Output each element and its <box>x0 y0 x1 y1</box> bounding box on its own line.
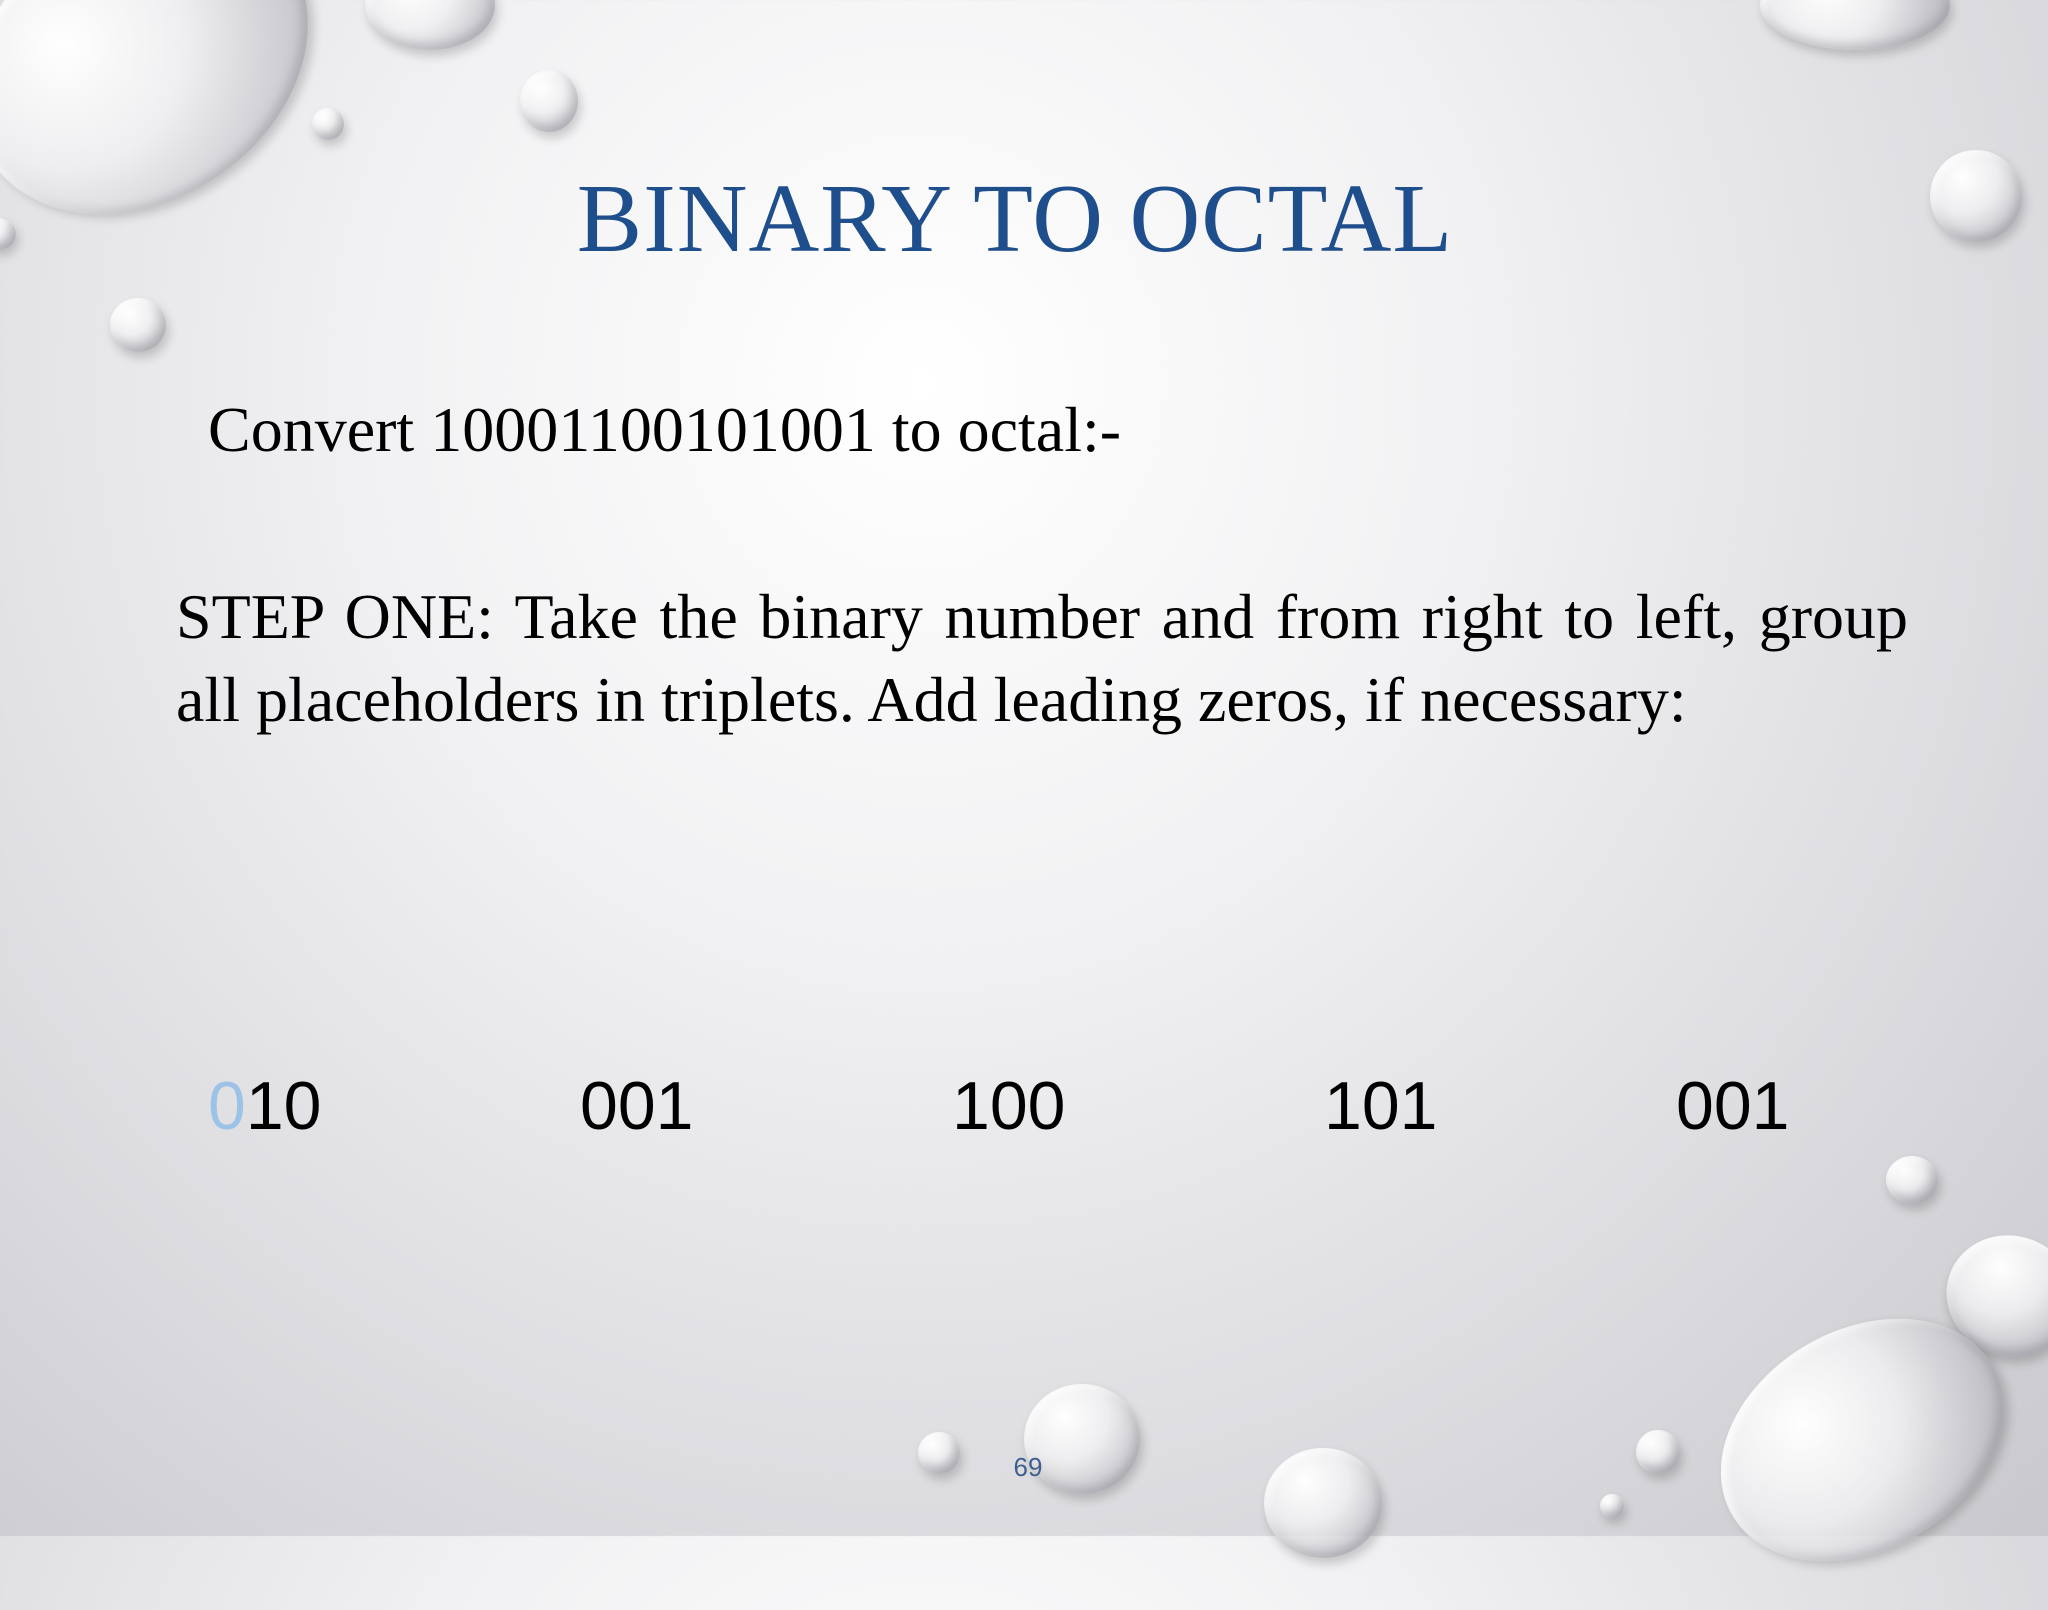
binary-group-3: 100 <box>952 1068 1066 1144</box>
leading-zero: 0 <box>208 1068 246 1144</box>
water-drop-decoration <box>1886 1156 1938 1204</box>
binary-group-1 <box>208 1068 322 1144</box>
water-drop-decoration <box>1600 1494 1624 1518</box>
water-drop-decoration <box>520 70 578 132</box>
binary-group-2: 001 <box>580 1068 694 1144</box>
binary-group-1-digits: 10 <box>245 1068 322 1144</box>
step-one-text: STEP ONE: Take the binary number and from right to left, group all placeholders in triplets. Add leading zeros, if necessary: <box>176 581 1908 735</box>
water-drop-decoration <box>365 0 495 50</box>
page-number: 69 <box>1013 1452 1043 1482</box>
water-drop-decoration <box>312 108 344 140</box>
binary-group-5: 001 <box>1676 1068 1790 1144</box>
binary-group-4: 101 <box>1324 1068 1438 1144</box>
water-drop-decoration <box>918 1432 960 1474</box>
water-drop-decoration <box>1636 1430 1680 1474</box>
slide-title: BINARY TO OCTAL <box>576 165 1454 273</box>
water-drop-decoration <box>1264 1448 1382 1558</box>
convert-prompt: Convert 10001100101001 to octal:- <box>208 394 1122 465</box>
water-drop-decoration <box>110 298 166 352</box>
water-drop-decoration <box>1760 0 1950 50</box>
